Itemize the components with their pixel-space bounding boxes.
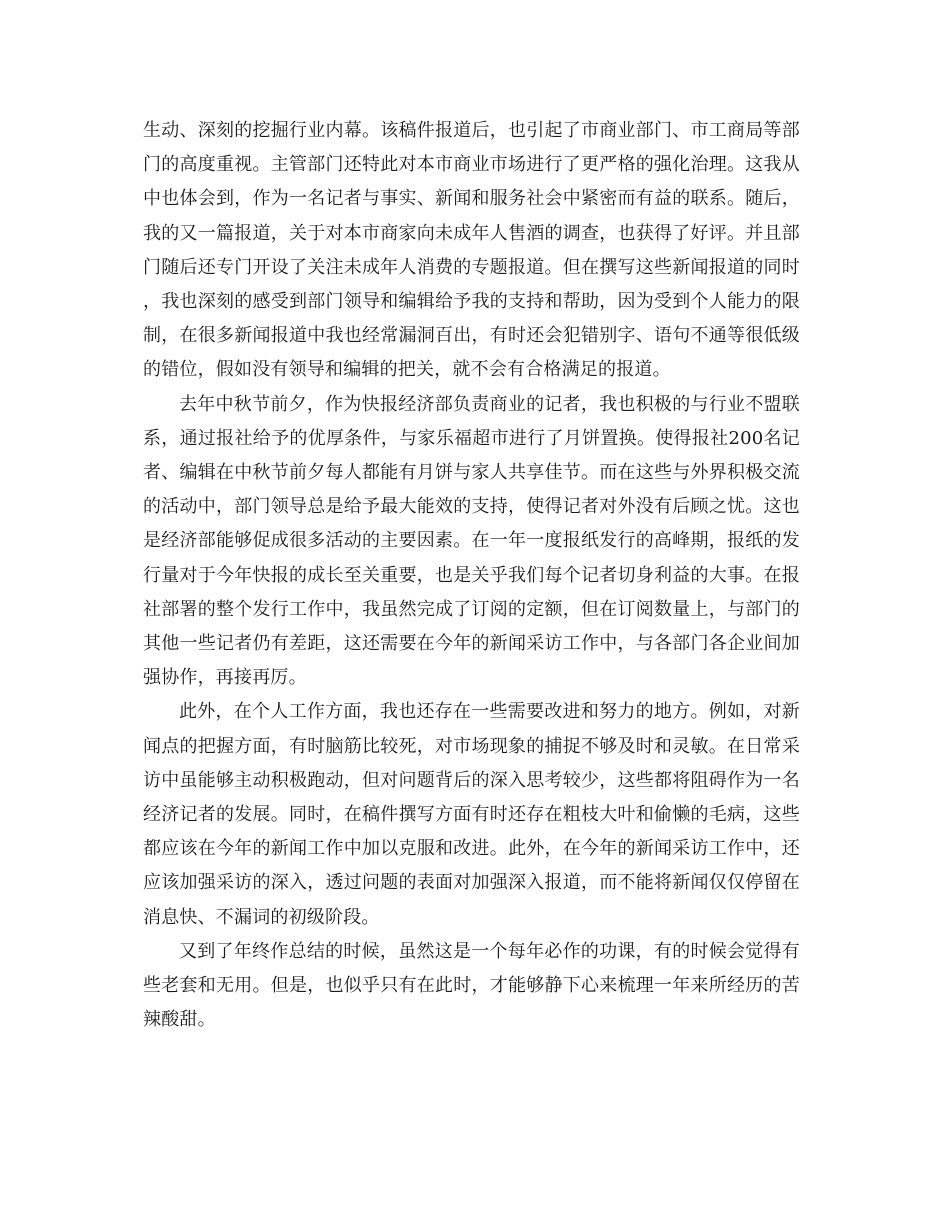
paragraph-1: 生动、深刻的挖掘行业内幕。该稿件报道后，也引起了市商业部门、市工商局等部门的高度重视。主管部门还特此对本市商业市场进行了更严格的强化治理。这我从中也体会到，作为一名记者与事实、新闻和服务社会中紧密而有益的联系。随后，我的又一篇报道，关于对本市商家向未成年人售酒的调查，也获得了好评。并且部门随后还专门开设了关注未成年人消费的专题报道。但在撰写这些新闻报道的同时，我也深刻的感受到部门领导和编辑给予我的支持和帮助，因为受到个人能力的限制，在很多新闻报道中我也经常漏洞百出，有时还会犯错别字、语句不通等很低级的错位，假如没有领导和编辑的把关，就不会有合格满足的报道。 xyxy=(143,120,800,381)
paragraph-2: 去年中秋节前夕，作为快报经济部负责商业的记者，我也积极的与行业不盟联系，通过报社给予的优厚条件，与家乐福超市进行了月饼置换。使得报社200名记者、编辑在中秋节前夕每人都能有月饼与家人共享佳节。而在这些与外界积极交流的活动中，部门领导总是给予最大能效的支持，使得记者对外没有后顾之忧。这也是经济部能够促成很多活动的主要因素。在一年一度报纸发行的高峰期，报纸的发行量对于今年快报的成长至关重要，也是关乎我们每个记者切身利益的大事。在报社部署的整个发行工作中，我虽然完成了订阅的定额，但在订阅数量上，与部门的其他一些记者仍有差距，这还需要在今年的新闻采访工作中，与各部门各企业间加强协作，再接再厉。 xyxy=(143,393,800,689)
paragraph-3: 此外，在个人工作方面，我也还存在一些需要改进和努力的地方。例如，对新闻点的把握方面，有时脑筋比较死，对市场现象的捕捉不够及时和灵敏。在日常采访中虽能够主动积极跑动，但对问题背后的深入思考较少，这些都将阻碍作为一名经济记者的发展。同时，在稿件撰写方面有时还存在粗枝大叶和偷懒的毛病，这些都应该在今年的新闻工作中加以克服和改进。此外，在今年的新闻采访工作中，还应该加强采访的深入，透过问题的表面对加强深入报道，而不能将新闻仅仅停留在消息快、不漏词的初级阶段。 xyxy=(143,701,800,928)
paragraph-4: 又到了年终作总结的时候，虽然这是一个每年必作的功课，有的时候会觉得有些老套和无用。但是，也似乎只有在此时，才能够静下心来梳理一年来所经历的苦辣酸甜。 xyxy=(143,940,800,1031)
